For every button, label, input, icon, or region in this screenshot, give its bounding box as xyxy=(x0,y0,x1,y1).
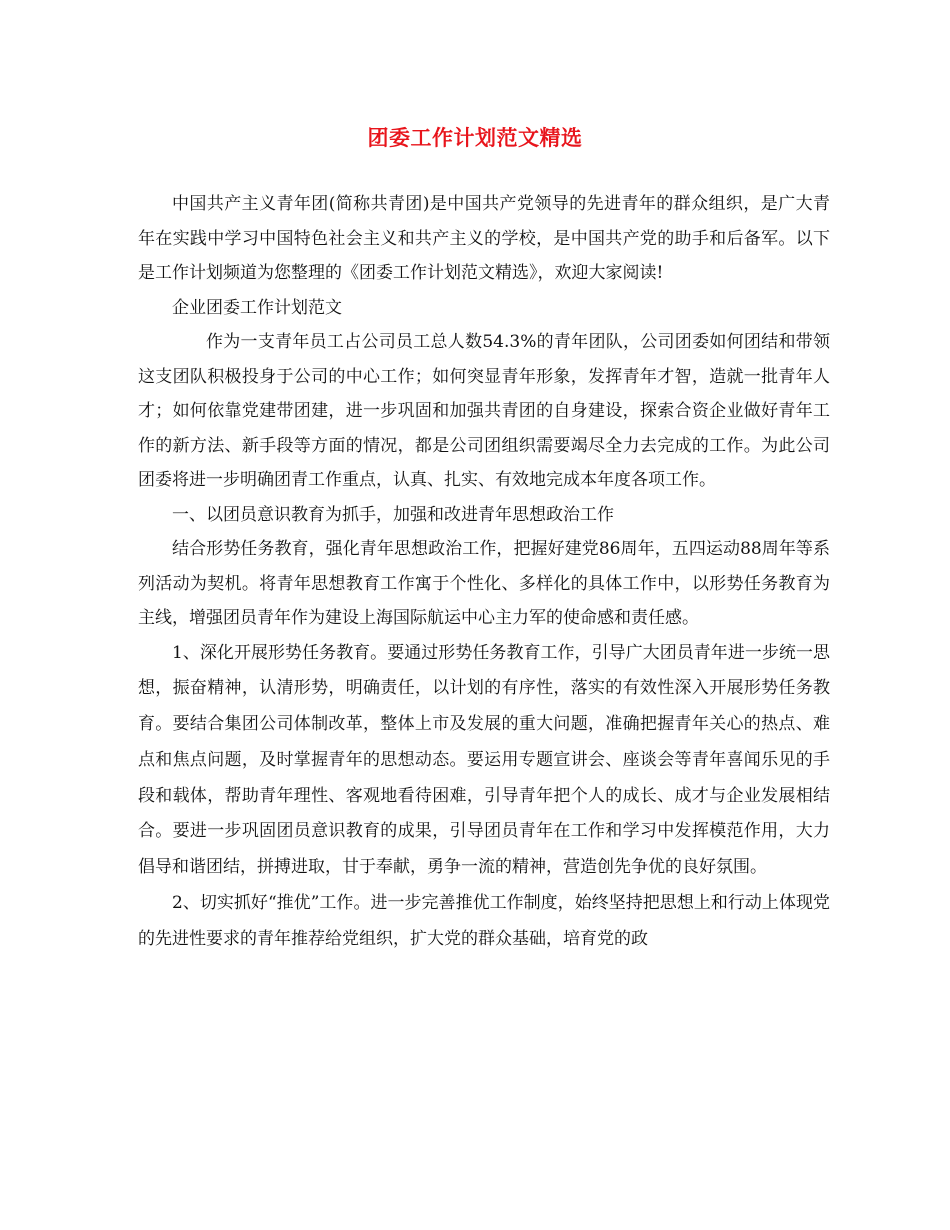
item-two-paragraph: 2、切实抓好“推优”工作。进一步完善推优工作制度，始终坚持把思想上和行动上体现党的先进性要求的青年推荐给党组织，扩大党的群众基础，培育党的政 xyxy=(138,893,830,949)
item-one-paragraph: 1、深化开展形势任务教育。要通过形势任务教育工作，引导广大团员青年进一步统一思想，振奋精神，认清形势，明确责任，以计划的有序性，落实的有效性深入开展形势任务教育。要结合集团公司体制改革，整体上市及发展的重大问题，准确把握青年关心的热点、难点和焦点问题，及时掌握青年的思想动态。要运用专题宣讲会、座谈会等青年喜闻乐见的手段和载体，帮助青年理性、客观地看待困难，引导青年把个人的成长、成才与企业发展相结合。要进一步巩固团员意识教育的成果，引导团员青年在工作和学习中发挥模范作用，大力倡导和谐团结，拼搏进取，甘于奉献，勇争一流的精神，营造创先争优的良好氛围。 xyxy=(138,642,830,878)
document-body xyxy=(138,187,830,958)
section-heading-enterprise-plan: 企业团委工作计划范文 xyxy=(172,297,342,318)
intro-paragraph: 中国共产主义青年团(简称共青团)是中国共产党领导的先进青年的群众组织，是广大青年在实践中学习中国特色社会主义和共产主义的学校，是中国共产党的助手和后备军。以下是工作计划频道为您整理的《团委工作计划范文精选》，欢迎大家阅读! xyxy=(138,194,830,283)
overview-paragraph: 作为一支青年员工占公司员工总人数54.3%的青年团队，公司团委如何团结和带领这支团队积极投身于公司的中心工作；如何突显青年形象，发挥青年才智，造就一批青年人才；如何依靠党建带团建，进一步巩固和加强共青团的自身建设，探索合资企业做好青年工作的新方法、新手段等方面的情况，都是公司团组织需要竭尽全力去完成的工作。为此公司团委将进一步明确团青工作重点，认真、扎实、有效地完成本年度各项工作。 xyxy=(138,332,830,490)
section-heading-one: 一、以团员意识教育为抓手，加强和改进青年思想政治工作 xyxy=(172,504,614,525)
education-paragraph: 结合形势任务教育，强化青年思想政治工作，把握好建党86周年，五四运动88周年等系列活动为契机。将青年思想教育工作寓于个性化、多样化的具体工作中，以形势任务教育为主线，增强团员青年作为建设上海国际航运中心主力军的使命感和责任感。 xyxy=(138,539,830,628)
document-title: 团委工作计划范文精选 xyxy=(367,126,583,150)
